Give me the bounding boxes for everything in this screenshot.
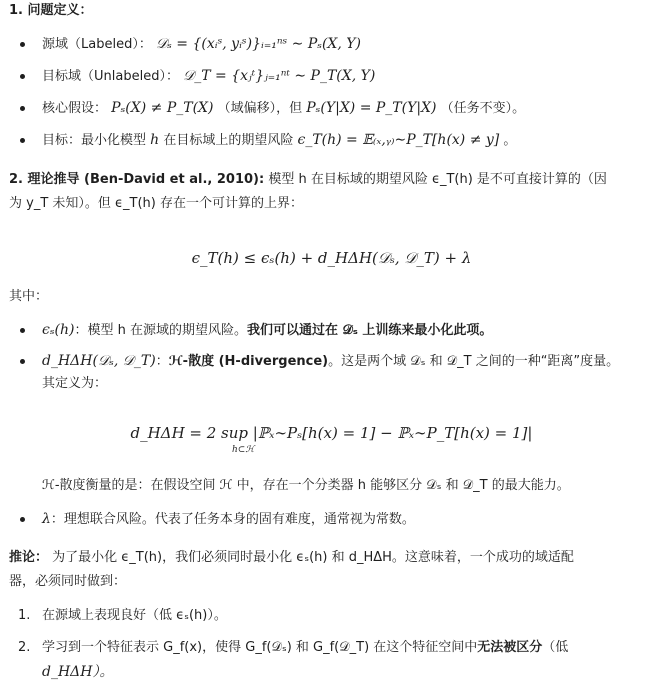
step-1-text: 在源域上表现良好（低 ϵₛ(h)）。: [42, 608, 227, 623]
target-domain-math: 𝒟_T = {xⱼᵗ}ⱼ₌₁ⁿᵗ ∼ P_T(X, Y): [183, 68, 376, 84]
source-risk-text: ：模型 h 在源域的期望风险。: [74, 323, 248, 338]
bullet-dot: [20, 517, 25, 522]
target-risk-math: ϵ_T(h) = 𝔼₍ₓ,ᵧ₎∼P_T[h(x) ≠ y]: [297, 132, 500, 148]
goal-tail: 。: [503, 133, 517, 148]
h-divergence-math: d_HΔH(𝒟ₛ, 𝒟_T): [42, 353, 156, 369]
step-2-bold: 无法被区分: [477, 640, 543, 655]
h-divergence-formula: d_HΔH = 2 sup |ℙₓ∼Pₛ[h(x) = 1] − ℙₓ∼P_T[h(x) = 1]|: [130, 424, 533, 442]
bullet-dot: [20, 359, 25, 364]
goal-label: 目标：最小化模型: [42, 133, 147, 148]
bullet-dot: [20, 138, 25, 143]
joint-risk-math: λ: [42, 511, 51, 527]
step-2-text-b: （低: [542, 640, 569, 655]
section2-intro-line1: 模型 h 在目标域的期望风险 ϵ_T(h) 是不可直接计算的（因: [268, 172, 607, 187]
core-assumption-item: [42, 100, 525, 117]
section2-intro-line2: 为 y_T 未知）。但 ϵ_T(h) 存在一个可计算的上界：: [9, 196, 303, 211]
step-number: 2.: [18, 640, 31, 655]
target-domain-item: [42, 68, 375, 85]
source-domain-label: 源域（Labeled）：: [42, 37, 152, 52]
core-assumption-label: 核心假设：: [42, 101, 108, 116]
step-2-text-a: 学习到一个特征表示 G_f(x)，使得 G_f(𝒟ₛ) 和 G_f(𝒟_T) 在这个特征空间中: [42, 640, 478, 655]
bullet-dot: [20, 74, 25, 79]
h-divergence-sup-subscript: h⊂ℋ: [232, 445, 255, 455]
h-divergence-bold: ℋ-散度 (H-divergence): [168, 354, 329, 369]
joint-risk-text: ：理想联合风险。代表了任务本身的固有难度，通常视为常数。: [50, 512, 415, 527]
source-domain-math: 𝒟ₛ = {(xᵢˢ, yᵢˢ)}ᵢ₌₁ⁿˢ ∼ Pₛ(X, Y): [155, 36, 362, 52]
h-divergence-note: ℋ-散度衡量的是：在假设空间 ℋ 中，存在一个分类器 h 能够区分 𝒟ₛ 和 𝒟_T 的最大能力。: [42, 478, 570, 493]
bullet-dot: [20, 42, 25, 47]
conclusion-label: 推论：: [9, 550, 49, 565]
generalization-bound: ϵ_T(h) ≤ ϵₛ(h) + d_HΔH(𝒟ₛ, 𝒟_T) + λ: [191, 249, 472, 267]
goal-item: [42, 132, 516, 149]
target-domain-label: 目标域（Unlabeled）：: [42, 69, 179, 84]
source-risk-bold: 我们可以通过在 𝒟ₛ 上训练来最小化此项。: [247, 323, 493, 338]
section2-line1: [9, 172, 607, 188]
goal-mid: 在目标域上的期望风险: [163, 133, 294, 148]
h-divergence-definition-label: 其定义为：: [42, 376, 108, 391]
conclusion-text-line1: 为了最小化 ϵ_T(h)，我们必须同时最小化 ϵₛ(h) 和 d_HΔH。这意味着，一个成功的域适配: [52, 550, 574, 565]
section2-heading: 2. 理论推导 (Ben-David et al., 2010):: [9, 172, 265, 187]
conditional-invariance-math: Pₛ(Y|X) = P_T(Y|X): [306, 100, 437, 116]
covariate-shift-math: Pₛ(X) ≠ P_T(X): [111, 100, 214, 116]
section1-heading: 1. 问题定义：: [9, 3, 93, 18]
source-domain-item: [42, 36, 361, 53]
core-assumption-tail: （任务不变）。: [440, 101, 526, 116]
conclusion-text-line2: 器，必须同时做到：: [9, 574, 127, 589]
h-divergence-desc: 。这是两个域 𝒟ₛ 和 𝒟_T 之间的一种“距离”度量。: [328, 354, 620, 369]
step-2-line2: d_HΔH）。: [42, 664, 114, 680]
core-assumption-mid: （域偏移），但: [217, 101, 303, 116]
joint-risk-item: [42, 511, 415, 528]
bullet-dot: [20, 328, 25, 333]
conclusion-line1: [9, 550, 574, 566]
step-number: 1.: [18, 608, 31, 623]
h-divergence-colon: ：: [155, 354, 169, 369]
h-divergence-item: [42, 353, 619, 370]
source-risk-math: ϵₛ(h): [42, 322, 75, 338]
source-risk-item: [42, 322, 492, 339]
goal-model-math: h: [150, 132, 160, 148]
bullet-dot: [20, 106, 25, 111]
where-label: 其中：: [9, 289, 49, 304]
step-2-line1: [42, 640, 568, 656]
